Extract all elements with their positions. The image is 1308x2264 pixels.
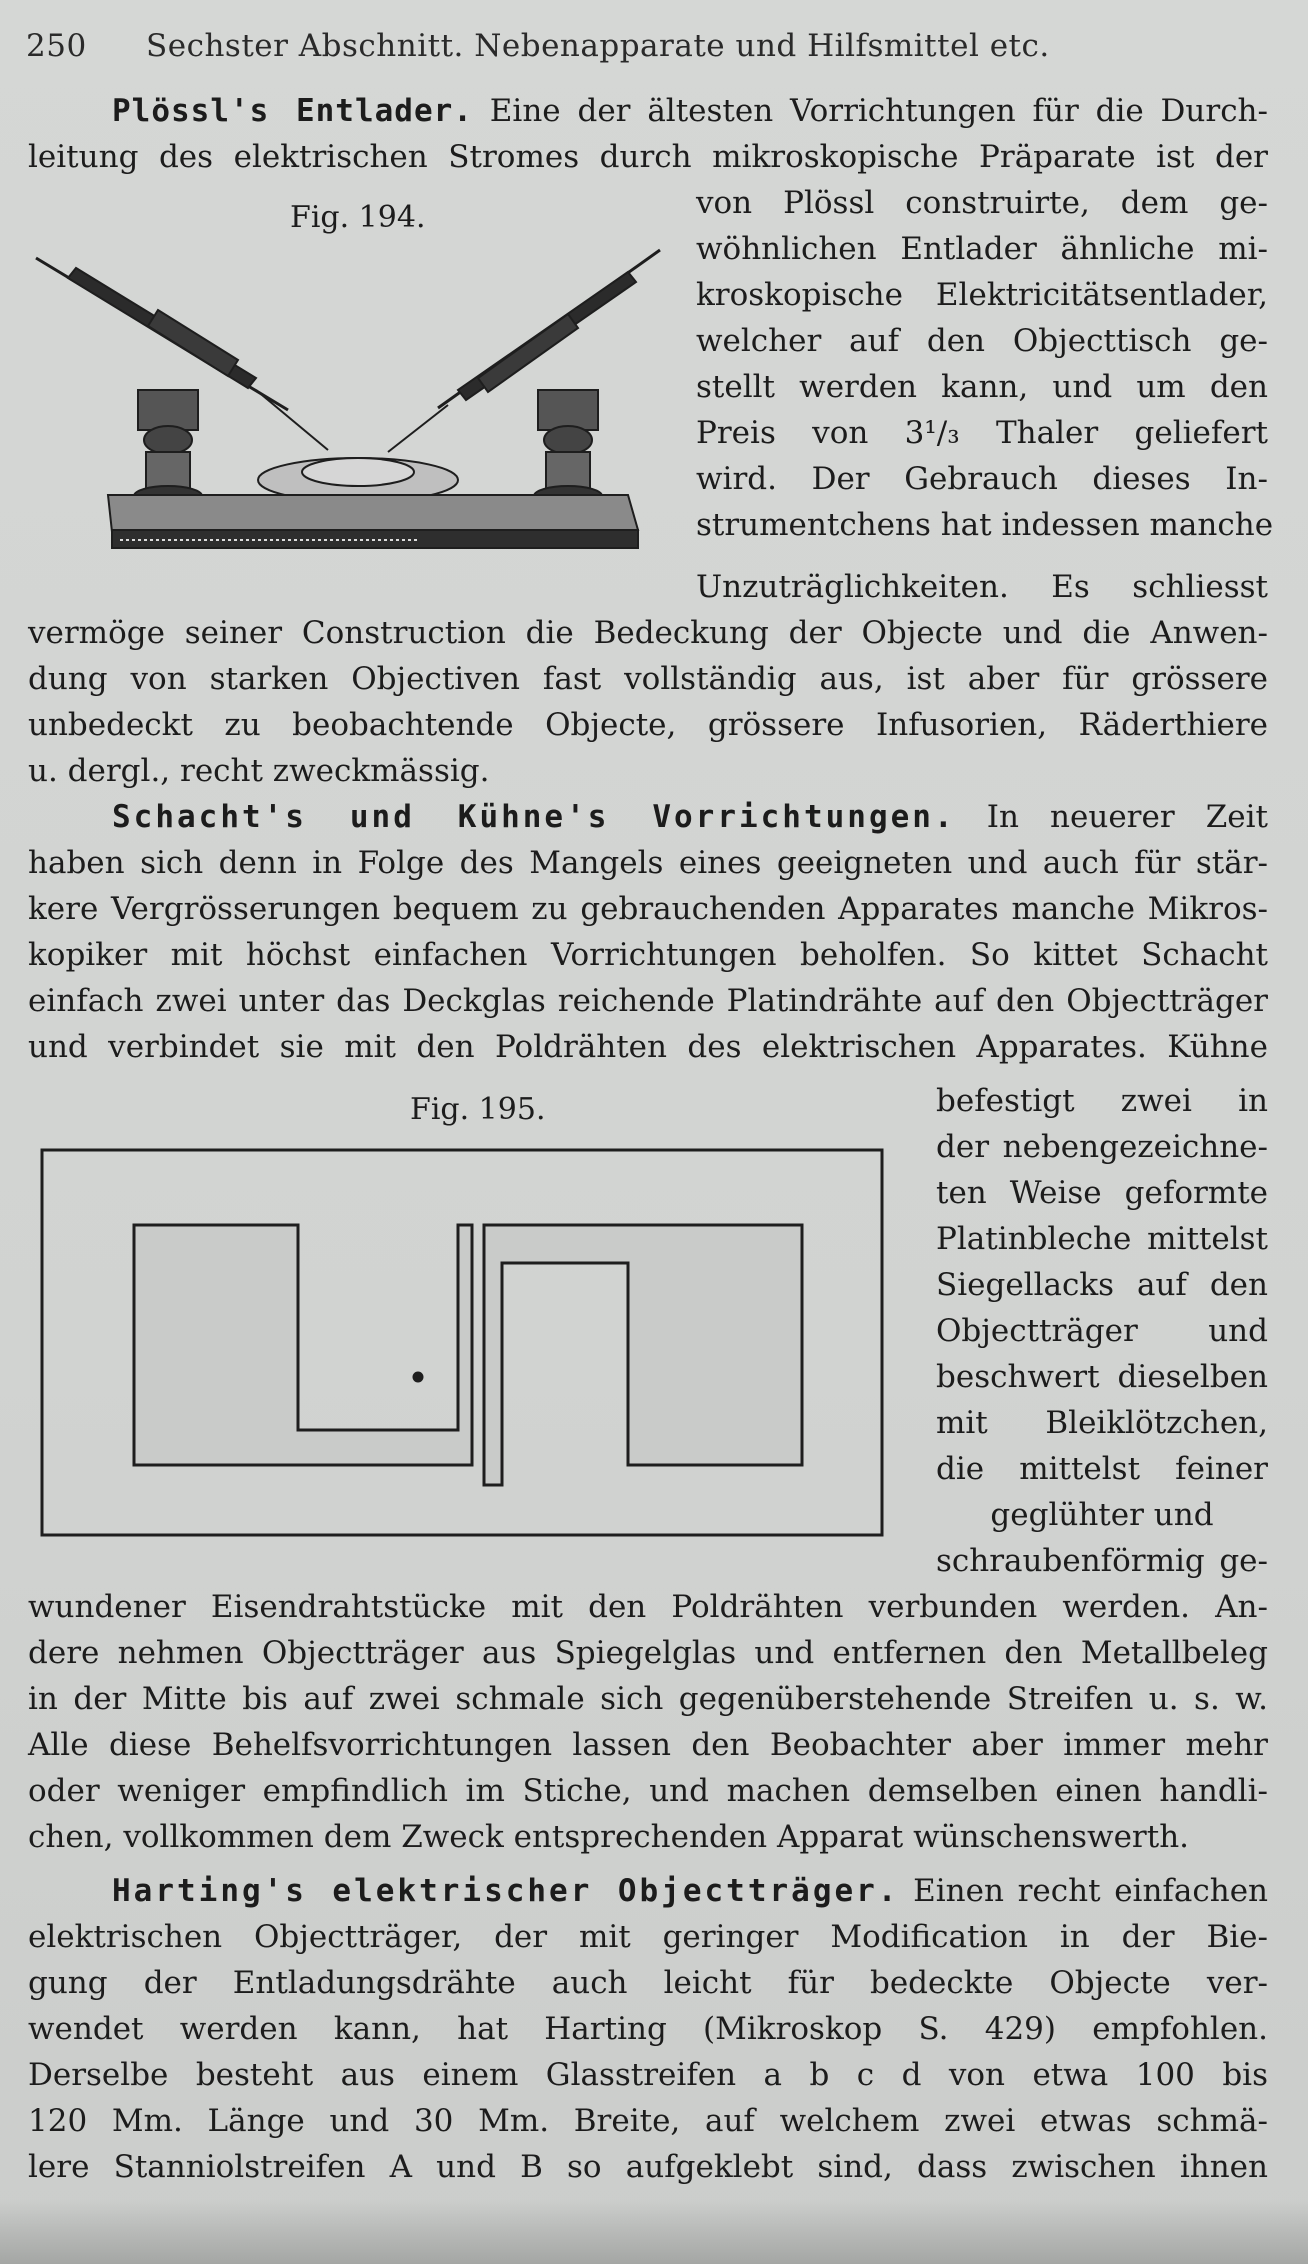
section2-heading: Schacht's und Kühne's Vorrichtungen.	[112, 799, 956, 835]
section3-heading: Harting's elektrischer Objectträger.	[112, 1873, 900, 1909]
figure-195-slide	[38, 1145, 888, 1540]
figure-195-caption: Fig. 195.	[410, 1092, 546, 1127]
text-line: einfach zwei unter das Deckglas reichende Platindrähte auf den Objectträger	[28, 983, 1268, 1019]
text-line: und verbindet sie mit den Poldrähten des elektrischen Apparates. Kühne	[28, 1029, 1268, 1065]
text-line: chen, vollkommen dem Zweck entsprechenden Apparat wünschenswerth.	[28, 1819, 1190, 1855]
text-line: Platinbleche mittelst	[936, 1221, 1268, 1257]
text-line: dung von starken Objectiven fast vollständig aus, ist aber für grössere	[28, 661, 1268, 697]
text-line: welcher auf den Objecttisch ge-	[696, 323, 1268, 359]
text-line: elektrischen Objectträger, der mit geringer Modification in der Bie-	[28, 1919, 1268, 1955]
section3-first-line	[112, 1868, 1268, 1914]
section2-first-line	[112, 794, 1268, 840]
text-line: mit Bleiklötzchen,	[936, 1405, 1268, 1441]
text-line: kroskopische Elektricitätsentlader,	[696, 277, 1268, 313]
text-line: vermöge seiner Construction die Bedeckung der Objecte und die Anwen-	[28, 615, 1268, 651]
text-line: wöhnlichen Entlader ähnliche mi-	[696, 231, 1268, 267]
text-line: strumentchens hat indessen manche	[696, 507, 1274, 543]
text-line: in der Mitte bis auf zwei schmale sich gegenüberstehende Streifen u. s. w.	[28, 1681, 1268, 1717]
text-line: von Plössl construirte, dem ge-	[696, 185, 1268, 221]
text-line: Unzuträglichkeiten. Es schliesst	[696, 569, 1268, 605]
text-line: beschwert dieselben	[936, 1359, 1268, 1395]
text-line: u. dergl., recht zweckmässig.	[28, 753, 490, 789]
text-line: kopiker mit höchst einfachen Vorrichtungen beholfen. So kittet Schacht	[28, 937, 1268, 973]
page-number: 250	[26, 28, 87, 64]
text-line: wird. Der Gebrauch dieses In-	[696, 461, 1268, 497]
text-line: ten Weise geformte	[936, 1175, 1268, 1211]
text-line: Einen recht einfachen	[913, 1873, 1269, 1909]
text-line: dere nehmen Objectträger aus Spiegelglas und entfernen den Metallbeleg	[28, 1635, 1268, 1671]
text-line: kere Vergrösserungen bequem zu gebrauchenden Apparates manche Mikros-	[28, 891, 1268, 927]
text-line: Alle diese Behelfsvorrichtungen lassen den Beobachter aber immer mehr	[28, 1727, 1268, 1763]
text-line: Preis von 3¹/₃ Thaler geliefert	[696, 415, 1268, 451]
text-line: wundener Eisendrahtstücke mit den Poldrähten verbunden werden. An-	[28, 1589, 1268, 1625]
page-shadow	[0, 2200, 1308, 2264]
figure-194-discharger	[28, 240, 668, 570]
text-line: haben sich denn in Folge des Mangels eines geeigneten und auch für stär-	[28, 845, 1268, 881]
text-line: Objectträger und	[936, 1313, 1268, 1349]
text-line: leitung des elektrischen Stromes durch mikroskopische Präparate ist der	[28, 139, 1268, 175]
text-line: befestigt zwei in	[936, 1083, 1268, 1119]
section1-heading: Plössl's Entlader.	[112, 93, 473, 129]
text-line: unbedeckt zu beobachtende Objecte, grössere Infusorien, Räderthiere	[28, 707, 1268, 743]
text-line: In neuerer Zeit	[986, 799, 1269, 835]
text-line: oder weniger empfindlich im Stiche, und machen demselben einen handli-	[28, 1773, 1268, 1809]
text-line: stellt werden kann, und um den	[696, 369, 1268, 405]
section1-first-line	[112, 88, 1268, 134]
text-line: Siegellacks auf den	[936, 1267, 1268, 1303]
running-header	[26, 20, 1286, 72]
text-line: die mittelst feiner	[936, 1451, 1268, 1487]
running-title: Sechster Abschnitt. Nebenapparate und Hilfsmittel etc.	[146, 28, 1050, 64]
text-line: lere Stanniolstreifen A und B so aufgeklebt sind, dass zwischen ihnen	[28, 2149, 1268, 2185]
text-line: schraubenförmig ge-	[936, 1543, 1268, 1579]
text-line: geglühter und	[990, 1497, 1214, 1533]
text-line: Derselbe besteht aus einem Glasstreifen a b c d von etwa 100 bis	[28, 2057, 1268, 2093]
text-line: Eine der ältesten Vorrichtungen für die Durch-	[489, 93, 1268, 129]
text-line: 120 Mm. Länge und 30 Mm. Breite, auf welchem zwei etwas schmä-	[28, 2103, 1268, 2139]
figure-194-caption: Fig. 194.	[290, 200, 426, 235]
text-line: wendet werden kann, hat Harting (Mikroskop S. 429) empfohlen.	[28, 2011, 1268, 2047]
text-line: der nebengezeichne-	[936, 1129, 1268, 1165]
text-line: gung der Entladungsdrähte auch leicht für bedeckte Objecte ver-	[28, 1965, 1268, 2001]
